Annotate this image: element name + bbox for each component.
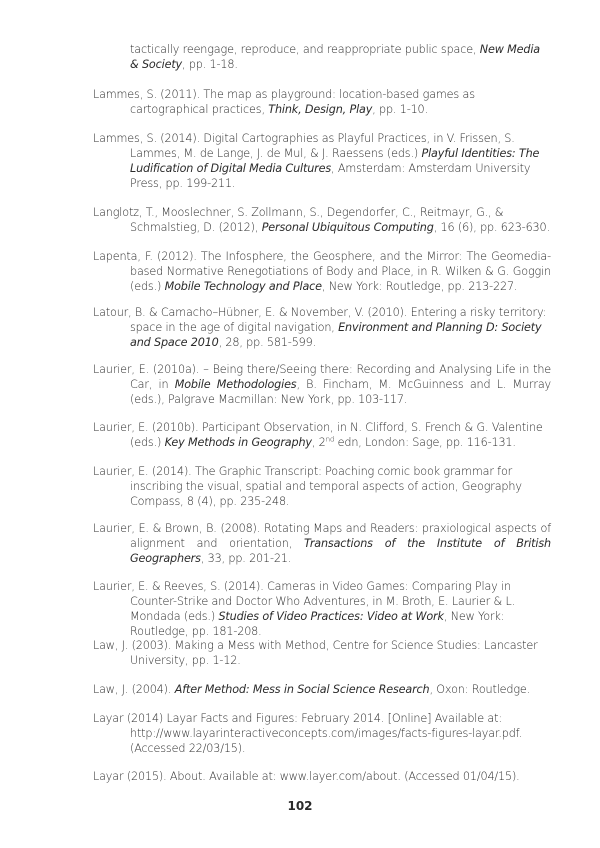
reference-entry [93,682,551,697]
reference-title: Mobile Methodologies [174,378,297,391]
reference-entry [93,87,551,117]
reference-entry [93,769,551,784]
reference-text: , 16 (6), pp. 623-630. [433,221,550,234]
reference-text: edn, London: Sage, pp. 116-131. [334,436,516,449]
reference-entry [93,205,551,235]
reference-text: Law, J. (2003). Making a Mess with Method, Centre for Science Studies: Lancaster University, pp. 1-12. [93,639,538,667]
reference-text: Langlotz, T., Mooslechner, S. Zollmann, S., Degendorfer, C., Reitmayr, G., & Schmalstieg, D. (2012), [93,206,504,234]
reference-entry [93,420,551,450]
reference-text: Laurier, E. (2010b). Participant Observation, in N. Clifford, S. French & G. Valentine (eds.) [93,421,543,449]
reference-text: , 33, pp. 201-21. [200,552,292,565]
reference-title: Environment and Planning D: Society and Space 2010 [130,321,542,349]
reference-text: , B. Fincham, M. McGuinness and L. Murray (eds.), Palgrave Macmillan: New York, pp. 103-117. [130,378,552,406]
reference-text: , 2 [311,436,326,449]
reference-title: Personal Ubiquitous Computing [261,221,434,234]
reference-entry [93,521,551,566]
reference-title: Think, Design, Play [268,103,373,116]
reference-entry [93,249,551,294]
reference-title: Mobile Technology and Place [164,280,322,293]
reference-text: Laurier, E. (2014). The Graphic Transcript: Poaching comic book grammar for inscribing the visual, spatial and temporal aspects of action, Geography Compass, 8 (4), pp. 235-248. [93,465,522,508]
reference-text: Laurier, E. & Brown, B. (2008). Rotating Maps and Readers: praxiological aspects of alignment and orientation, [93,522,551,550]
reference-text: Layar (2014) Layar Facts and Figures: February 2014. [Online] Available at: http://www.layarinteractiveconcepts.com/images/facts-figures-layar.pdf. (Accessed 22/03/15). [93,712,523,755]
reference-text: Lammes, S. (2014). Digital Cartographies as Playful Practices, in V. Frissen, S. Lammes, M. de Lange, J. de Mul, & J. Raessens (eds.) [93,132,515,160]
reference-text: , pp. 1-10. [372,103,428,116]
reference-superscript: nd [325,435,335,444]
reference-text: , 28, pp. 581-599. [218,336,317,349]
reference-entry [93,131,551,191]
reference-text: , New York: Routledge, pp. 181-208. [130,610,505,638]
reference-entry [93,305,551,350]
reference-text: tactically reengage, reproduce, and reappropriate public space, [130,43,480,56]
reference-entry [93,362,551,407]
reference-title: Key Methods in Geography [164,436,312,449]
page-number: 102 [287,799,313,813]
reference-title: Studies of Video Practices: Video at Work [218,610,444,623]
reference-title: New Media & Society [130,43,541,71]
reference-text: Latour, B. & Camacho–Hübner, E. & November, V. (2010). Entering a risky territory: space in the age of digital navigation, [93,306,547,334]
reference-text: , New York: Routledge, pp. 213-227. [321,280,518,293]
reference-entry [93,638,551,668]
reference-text: Lammes, S. (2011). The map as playground: location-based games as cartographical practices, [93,88,475,116]
reference-title: After Method: Mess in Social Science Research [174,683,430,696]
reference-title: Transactions of the Institute of British Geographers [130,537,551,565]
reference-text: , pp. 1-18. [182,58,238,71]
reference-text: Laurier, E. & Reeves, S. (2014). Cameras in Video Games: Comparing Play in Counter-Strike and Doctor Who Adventures, in M. Broth, E. Laurier & L. Mondada (eds.) [93,580,516,623]
reference-text: Layar (2015). About. Available at: www.layer.com/about. (Accessed 01/04/15). [93,770,520,783]
reference-text: , Amsterdam: Amsterdam University Press, pp. 199-211. [130,162,531,190]
reference-entry [93,464,551,509]
reference-entry [93,42,551,72]
reference-title: Playful Identities: The Ludification of Digital Media Cultures [130,147,540,175]
reference-text: , Oxon: Routledge. [429,683,531,696]
reference-entry [93,579,551,639]
reference-text: Lapenta, F. (2012). The Infosphere, the Geosphere, and the Mirror: The Geomedia-based Normative Renegotiations of Body and Place, in R. Wilken & G. Goggin (eds.) [93,250,551,293]
reference-text: Law, J. (2004). [93,683,175,696]
reference-entry [93,711,551,756]
reference-text: Laurier, E. (2010a). – Being there/Seeing there: Recording and Analysing Life in the Car, in [93,363,551,391]
